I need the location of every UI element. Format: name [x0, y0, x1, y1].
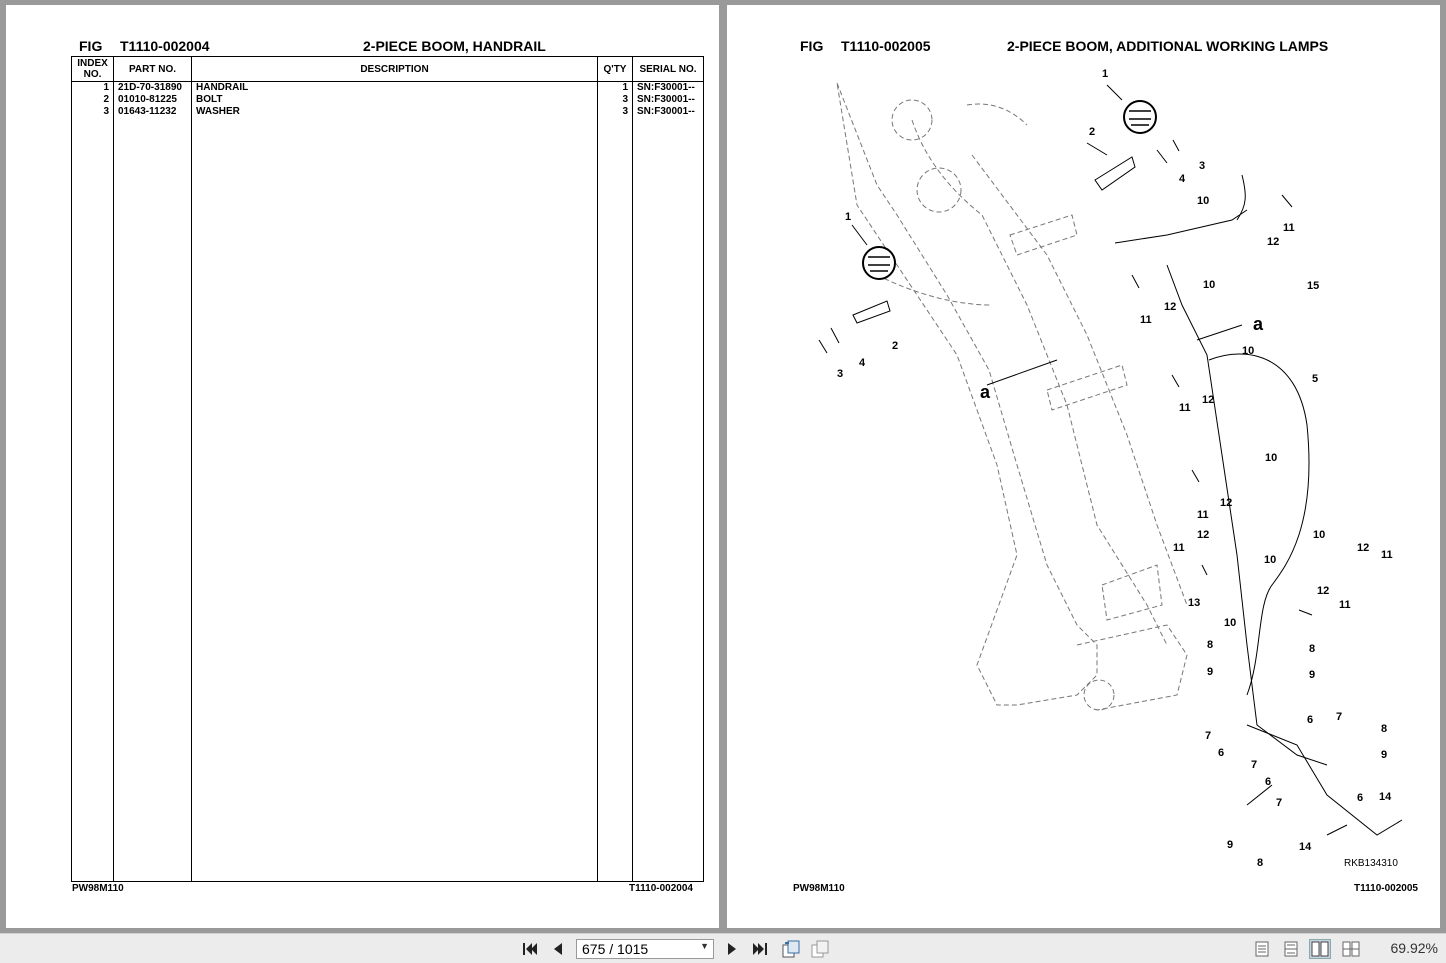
svg-text:a: a: [1253, 314, 1264, 334]
row-part-no: 01643-11232: [114, 106, 192, 118]
svg-text:12: 12: [1357, 542, 1370, 554]
single-page-icon[interactable]: [1251, 939, 1273, 959]
two-page-continuous-icon[interactable]: [1340, 939, 1362, 959]
header-qty: Q'TY: [598, 57, 633, 82]
parts-diagram: [727, 5, 1440, 928]
svg-text:5: 5: [1312, 373, 1319, 385]
svg-text:12: 12: [1164, 301, 1177, 313]
next-page-icon[interactable]: [720, 938, 744, 960]
zoom-level[interactable]: 69.92%: [1390, 940, 1438, 956]
svg-text:8: 8: [1309, 643, 1316, 655]
header-description: DESCRIPTION: [192, 57, 598, 82]
svg-text:12: 12: [1220, 497, 1233, 509]
fig-number: T1110-002005: [841, 38, 931, 54]
svg-text:4: 4: [859, 357, 866, 369]
svg-text:10: 10: [1242, 345, 1255, 357]
table-filler: [72, 118, 704, 882]
row-qty: 3: [598, 94, 633, 106]
row-index: 3: [72, 106, 114, 118]
svg-text:9: 9: [1381, 749, 1388, 761]
svg-text:7: 7: [1276, 797, 1283, 809]
svg-text:10: 10: [1203, 279, 1216, 291]
svg-text:10: 10: [1313, 529, 1326, 541]
row-description: WASHER: [192, 106, 598, 118]
viewer-toolbar: [0, 933, 1446, 963]
last-page-icon[interactable]: [748, 938, 772, 960]
svg-text:7: 7: [1336, 711, 1343, 723]
svg-text:11: 11: [1339, 599, 1351, 611]
chevron-down-icon[interactable]: ▼: [700, 941, 709, 951]
fit-icon[interactable]: [808, 938, 832, 960]
header-part-no: PART NO.: [114, 57, 192, 82]
header-index: INDEX NO.: [72, 57, 114, 82]
svg-text:6: 6: [1218, 747, 1225, 759]
svg-text:10: 10: [1197, 195, 1210, 207]
row-qty: 3: [598, 106, 633, 118]
row-description: BOLT: [192, 94, 598, 106]
row-part-no: 21D-70-31890: [114, 82, 192, 95]
svg-text:2: 2: [1089, 126, 1096, 138]
svg-text:8: 8: [1257, 857, 1264, 869]
svg-text:8: 8: [1381, 723, 1388, 735]
fig-label: FIG: [800, 38, 824, 54]
footer-model: PW98M110: [72, 883, 124, 894]
table-row: [72, 82, 704, 95]
svg-text:12: 12: [1267, 236, 1280, 248]
svg-text:6: 6: [1307, 714, 1314, 726]
svg-text:10: 10: [1224, 617, 1237, 629]
page-number-field[interactable]: [576, 939, 714, 959]
row-index: 1: [72, 82, 114, 95]
svg-text:2: 2: [892, 340, 899, 352]
svg-text:7: 7: [1251, 759, 1258, 771]
fig-label: FIG: [79, 38, 103, 54]
two-page-icon[interactable]: [1309, 939, 1331, 959]
svg-text:14: 14: [1379, 791, 1392, 803]
svg-text:3: 3: [837, 368, 844, 380]
row-description: HANDRAIL: [192, 82, 598, 95]
table-row: [72, 106, 704, 118]
svg-text:11: 11: [1179, 402, 1191, 414]
svg-text:9: 9: [1227, 839, 1234, 851]
svg-text:12: 12: [1317, 585, 1330, 597]
svg-text:3: 3: [1199, 160, 1206, 172]
svg-text:15: 15: [1307, 280, 1320, 292]
svg-text:9: 9: [1309, 669, 1316, 681]
footer-fig: T1110-002005: [1354, 883, 1418, 894]
prev-page-icon[interactable]: [546, 938, 570, 960]
svg-text:1: 1: [845, 211, 852, 223]
svg-text:6: 6: [1265, 776, 1272, 788]
right-page: [727, 5, 1440, 928]
continuous-icon[interactable]: [1280, 939, 1302, 959]
svg-text:10: 10: [1264, 554, 1277, 566]
svg-text:4: 4: [1179, 173, 1186, 185]
svg-text:a: a: [980, 382, 991, 402]
svg-text:11: 11: [1381, 549, 1393, 561]
page-title: 2-PIECE BOOM, HANDRAIL: [363, 38, 546, 54]
svg-text:10: 10: [1265, 452, 1278, 464]
row-serial: SN:F30001--: [633, 94, 704, 106]
svg-text:11: 11: [1173, 542, 1185, 554]
left-page: [6, 5, 719, 928]
footer-model: PW98M110: [793, 883, 845, 894]
row-part-no: 01010-81225: [114, 94, 192, 106]
svg-text:14: 14: [1299, 841, 1312, 853]
svg-text:12: 12: [1202, 394, 1215, 406]
svg-text:11: 11: [1140, 314, 1152, 326]
svg-text:11: 11: [1283, 222, 1295, 234]
row-index: 2: [72, 94, 114, 106]
table-header-row: [72, 57, 704, 82]
first-page-icon[interactable]: [518, 938, 542, 960]
svg-text:1: 1: [1102, 68, 1109, 80]
rotate-icon[interactable]: [779, 938, 803, 960]
svg-text:11: 11: [1197, 509, 1209, 521]
row-qty: 1: [598, 82, 633, 95]
footer-fig: T1110-002004: [629, 883, 693, 894]
page-number-display: 675 / 1015: [582, 941, 649, 957]
parts-table: [71, 56, 704, 882]
row-serial: SN:F30001--: [633, 82, 704, 95]
header-serial: SERIAL NO.: [633, 57, 704, 82]
svg-text:8: 8: [1207, 639, 1214, 651]
page-title: 2-PIECE BOOM, ADDITIONAL WORKING LAMPS: [1007, 38, 1329, 54]
table-row: [72, 94, 704, 106]
svg-text:13: 13: [1188, 597, 1201, 609]
svg-text:9: 9: [1207, 666, 1214, 678]
fig-number: T1110-002004: [120, 38, 210, 54]
row-serial: SN:F30001--: [633, 106, 704, 118]
svg-text:12: 12: [1197, 529, 1210, 541]
drawing-code: RKB134310: [1344, 858, 1398, 869]
svg-text:7: 7: [1205, 730, 1212, 742]
svg-text:6: 6: [1357, 792, 1364, 804]
